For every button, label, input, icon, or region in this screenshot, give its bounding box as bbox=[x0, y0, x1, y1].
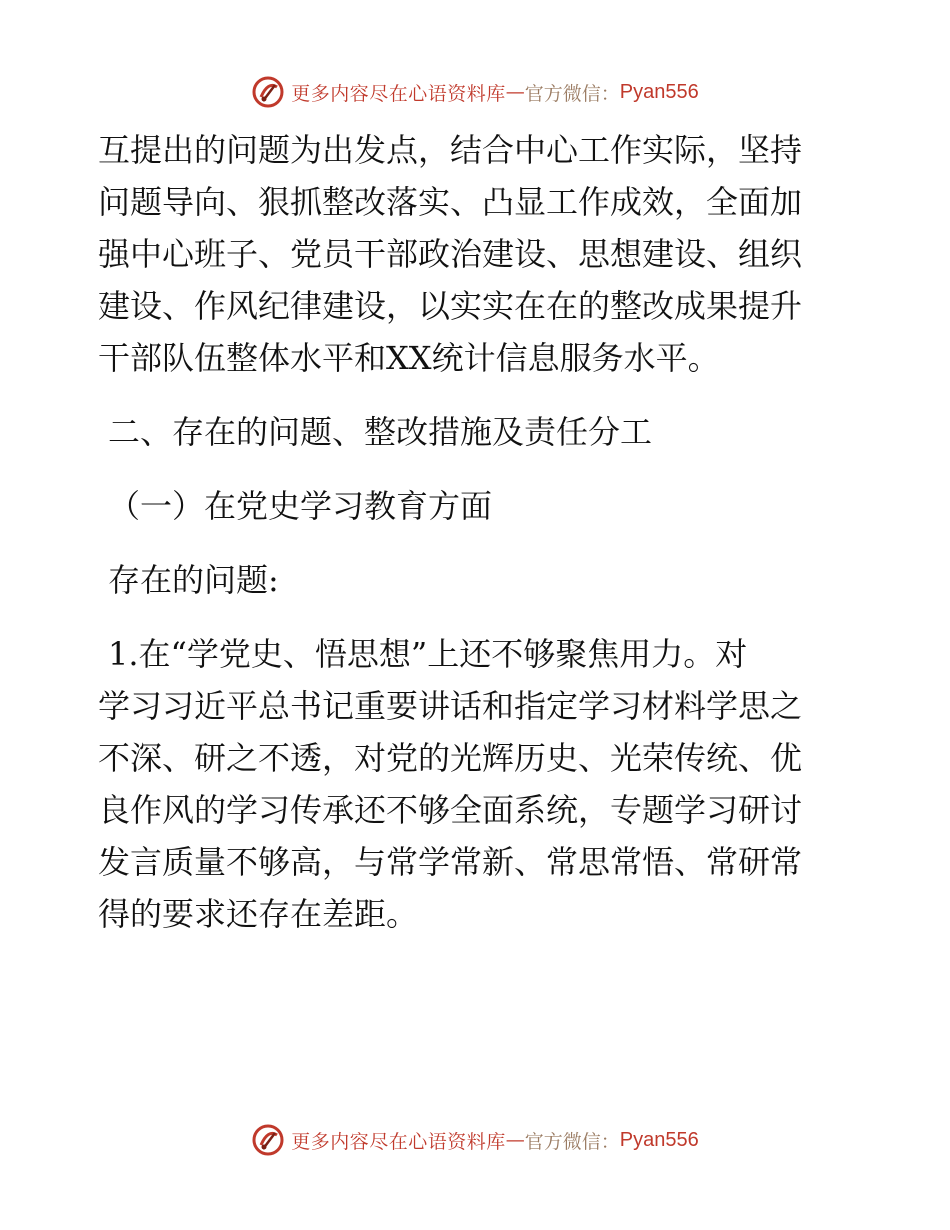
problem-line: 学习习近平总书记重要讲话和指定学习材料学思之 bbox=[98, 687, 803, 725]
spacer bbox=[98, 606, 858, 628]
intro-line: 问题导向、狠抓整改落实、凸显工作成效，全面加 bbox=[98, 183, 803, 221]
problem-line: 不深、研之不透，对党的光辉历史、光荣传统、优 bbox=[98, 739, 803, 777]
subsection-heading: （一）在党史学习教育方面 bbox=[108, 487, 493, 525]
banner-wechat-id: Pyan556 bbox=[619, 1128, 699, 1151]
intro-line: 强中心班子、党员干部政治建设、思想建设、组织 bbox=[98, 235, 803, 273]
banner-label: 官方微信： bbox=[524, 1130, 620, 1153]
problem-line: 得的要求还存在差距。 bbox=[98, 895, 419, 933]
spacer bbox=[98, 532, 858, 554]
brand-logo-icon bbox=[251, 1123, 285, 1157]
footer-banner bbox=[0, 1120, 950, 1160]
intro-line: 建设、作风纪律建设，以实实在在的整改成果提升 bbox=[98, 287, 803, 325]
spacer bbox=[98, 384, 858, 406]
intro-line: 干部队伍整体水平和XX统计信息服务水平。 bbox=[98, 339, 720, 377]
banner-separator: — bbox=[505, 1129, 525, 1151]
banner-wechat-id: Pyan556 bbox=[619, 80, 699, 103]
problem-line: 良作风的学习传承还不够全面系统，专题学习研讨 bbox=[98, 791, 803, 829]
banner-separator: — bbox=[505, 81, 525, 103]
banner-label: 官方微信： bbox=[524, 82, 620, 105]
header-banner bbox=[0, 72, 950, 112]
intro-line: 互提出的问题为出发点，结合中心工作实际，坚持 bbox=[98, 131, 803, 169]
banner-main-text: 更多内容尽在心语资料库 bbox=[291, 82, 506, 105]
brand-logo-icon bbox=[251, 75, 285, 109]
spacer bbox=[98, 458, 858, 480]
problem-line: 1.在“学党史、悟思想”上还不够聚焦用力。对 bbox=[108, 635, 748, 673]
problem-line: 发言质量不够高，与常学常新、常思常悟、常研常 bbox=[98, 843, 803, 881]
section-heading: 二、存在的问题、整改措施及责任分工 bbox=[108, 413, 653, 451]
problems-label: 存在的问题: bbox=[108, 561, 279, 599]
document-body bbox=[98, 124, 858, 940]
banner-main-text: 更多内容尽在心语资料库 bbox=[291, 1130, 506, 1153]
